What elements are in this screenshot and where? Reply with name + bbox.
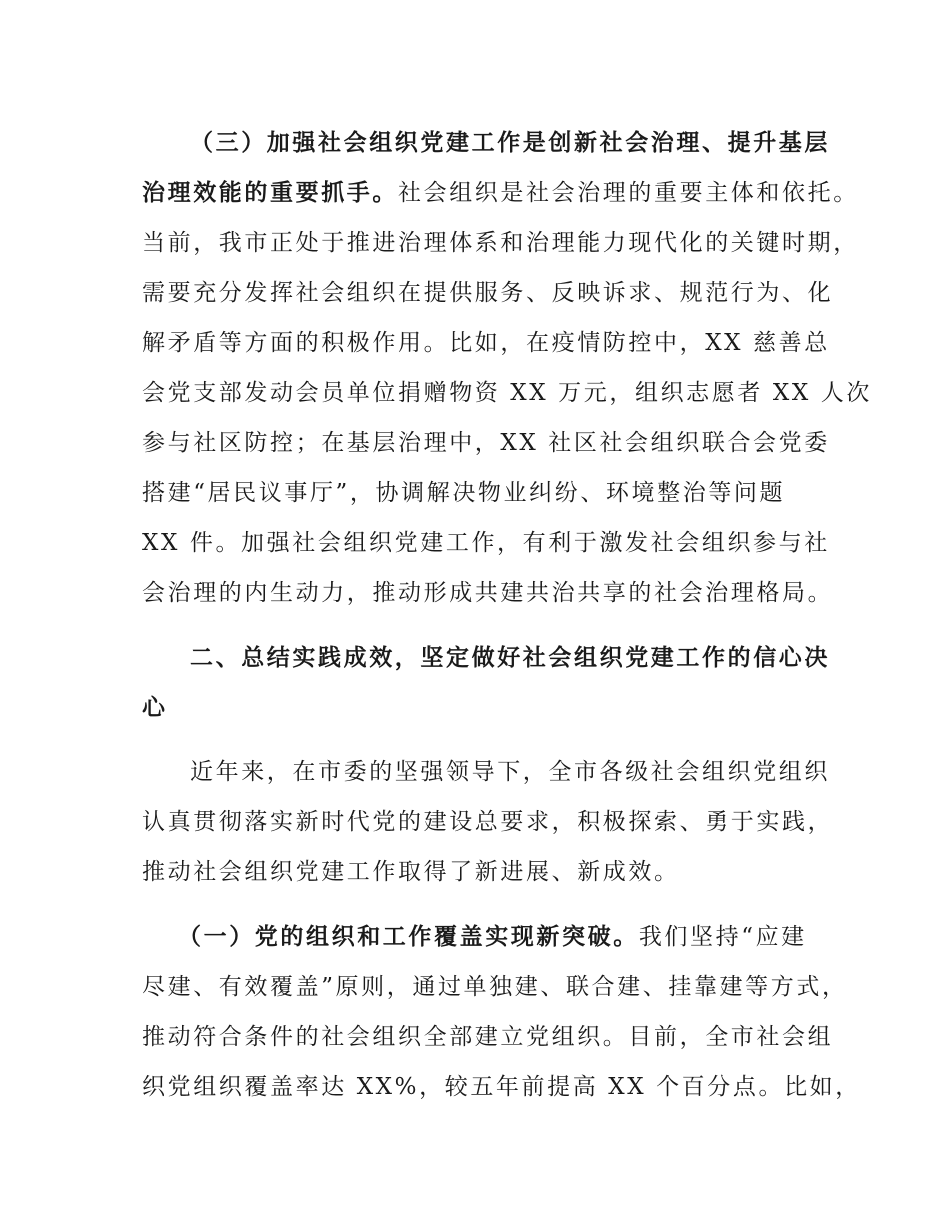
- section-3-heading-line1: [190, 128, 830, 158]
- section-3-heading-part1: （三）加强社会组织党建工作是创新社会治理、提升基层: [190, 130, 830, 156]
- body-line: 近年来，在市委的坚强领导下，全市各级社会组织党组织: [190, 759, 830, 785]
- body-line: XX 件。加强社会组织党建工作，有利于激发社会组织参与社: [142, 530, 830, 556]
- body-line: 会党支部发动会员单位捐赠物资 XX 万元，组织志愿者 XX 人次: [142, 380, 872, 406]
- body-line: 织党组织覆盖率达 XX%，较五年前提高 XX 个百分点。比如，: [142, 1074, 861, 1100]
- body-line: 解矛盾等方面的积极作用。比如，在疫情防控中，XX 慈善总: [142, 330, 830, 356]
- body-line: 尽建、有效覆盖”原则，通过单独建、联合建、挂靠建等方式，: [142, 974, 848, 1000]
- body-line: 推动符合条件的社会组织全部建立党组织。目前，全市社会组: [142, 1024, 834, 1050]
- section-3-line-2: [142, 178, 859, 208]
- body-line: 需要充分发挥社会组织在提供服务、反映诉求、规范行为、化: [142, 280, 834, 306]
- body-line: 认真贯彻落实新时代党的建设总要求，积极探索、勇于实践，: [142, 809, 834, 835]
- part-2-heading-line1: 二、总结实践成效，坚定做好社会组织党建工作的信心决: [190, 645, 830, 671]
- body-line: 当前，我市正处于推进治理体系和治理能力现代化的关键时期，: [142, 230, 859, 256]
- section-1-line-1-text: 我们坚持“应建: [638, 924, 807, 950]
- body-line: 会治理的内生动力，推动形成共建共治共享的社会治理格局。: [142, 580, 834, 606]
- body-line: 参与社区防控；在基层治理中，XX 社区社会组织联合会党委: [142, 430, 830, 456]
- section-3-line-2-text: 社会组织是社会治理的重要主体和依托。: [398, 180, 859, 206]
- body-line: 搭建“居民议事厅”，协调解决物业纠纷、环境整治等问题: [142, 480, 786, 506]
- section-3-heading-part2: 治理效能的重要抓手。: [142, 180, 398, 206]
- section-1-heading: （一）党的组织和工作覆盖实现新突破。: [178, 924, 639, 950]
- body-line: 推动社会组织党建工作取得了新进展、新成效。: [142, 859, 680, 885]
- part-2-heading-line2: 心: [142, 695, 168, 721]
- section-1-line-1: [178, 922, 807, 952]
